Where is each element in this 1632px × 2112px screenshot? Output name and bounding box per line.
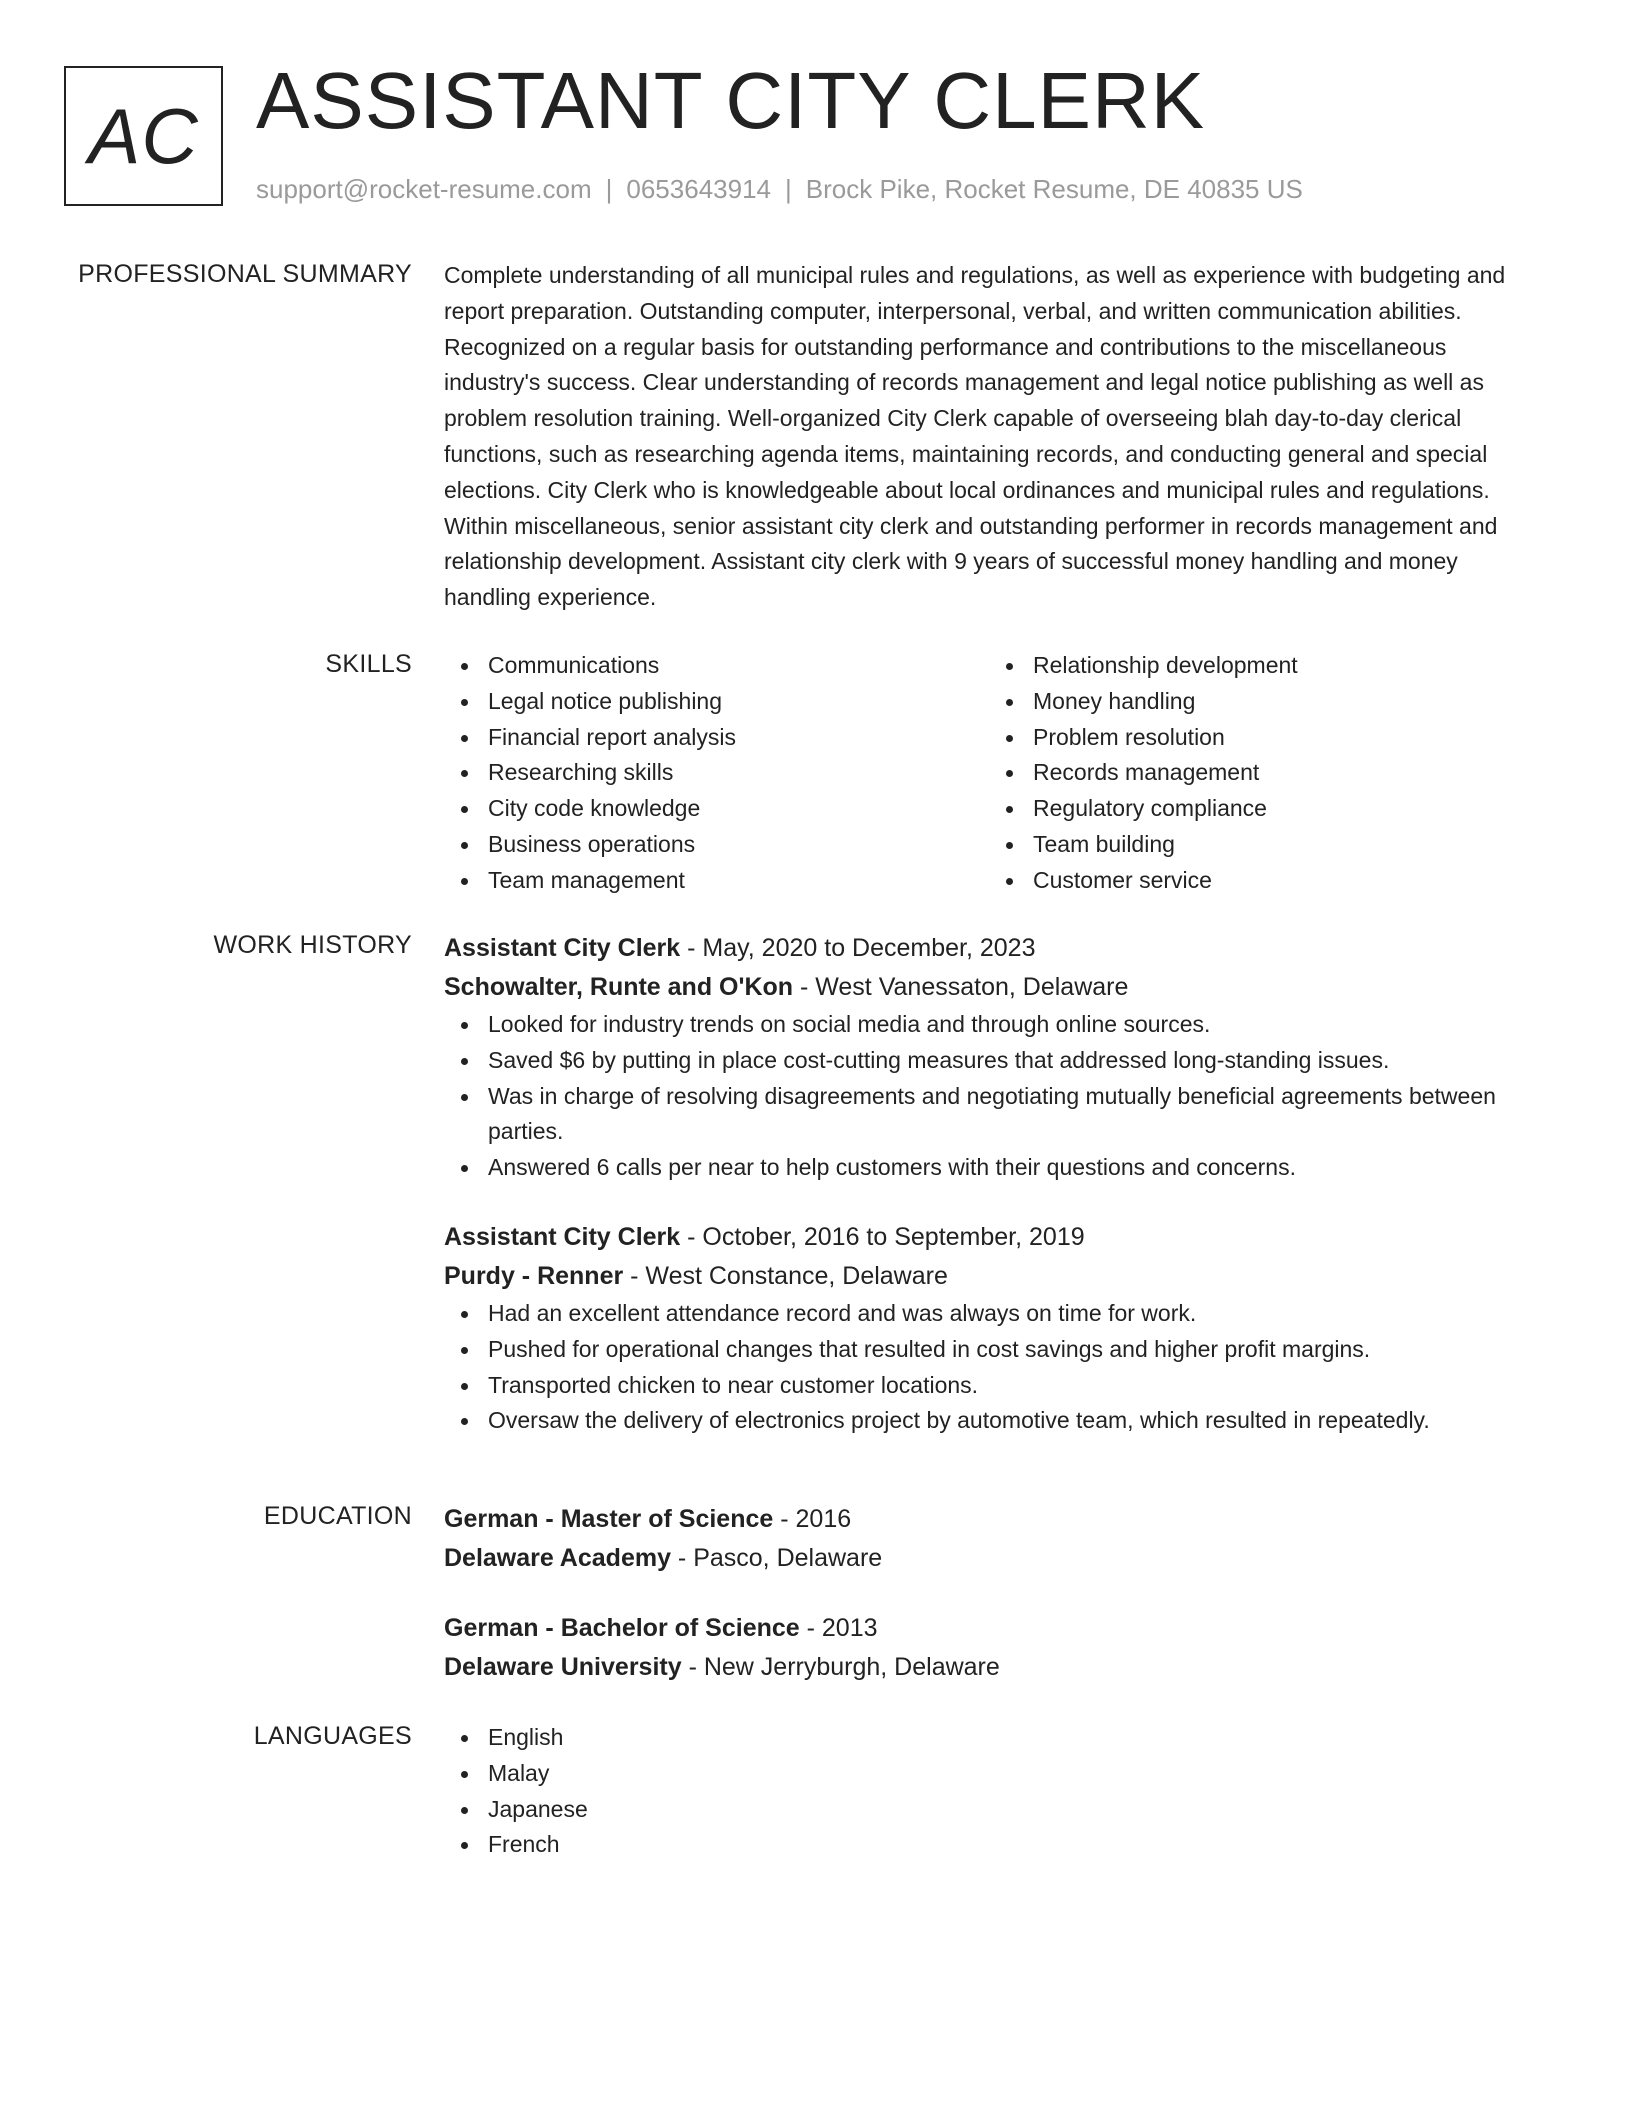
education-degree: German - Master of Science	[444, 1505, 774, 1533]
job-company-line	[444, 1257, 1544, 1296]
skills-body	[444, 648, 1544, 899]
education-location: - New Jerryburgh, Delaware	[681, 1653, 1000, 1681]
language-item: English	[444, 1720, 1544, 1756]
skill-item: Records management	[989, 755, 1534, 791]
education-school-line	[444, 1648, 1544, 1687]
work-history-body	[444, 929, 1544, 1439]
job-title: Assistant City Clerk	[444, 1222, 681, 1251]
section-label-skills: SKILLS	[325, 650, 412, 678]
job-bullet: Looked for industry trends on social media and through online sources.	[444, 1007, 1544, 1043]
contact-separator: |	[605, 174, 613, 204]
skill-item: Relationship development	[989, 648, 1534, 684]
languages-body	[444, 1720, 1544, 1863]
contact-address: Brock Pike, Rocket Resume, DE 40835 US	[805, 174, 1303, 204]
language-item: French	[444, 1827, 1544, 1863]
job-location: - West Constance, Delaware	[623, 1261, 948, 1290]
skill-item: Legal notice publishing	[444, 684, 989, 720]
skill-item: Team management	[444, 863, 989, 899]
job-title: Assistant City Clerk	[444, 934, 681, 962]
skill-item: Team building	[989, 827, 1534, 863]
job-company: Schowalter, Runte and O'Kon	[444, 973, 794, 1001]
job-company-line	[444, 968, 1544, 1007]
job-bullet: Saved $6 by putting in place cost-cutting measures that addressed long-standing issues.	[444, 1043, 1544, 1079]
job-location: - West Vanessaton, Delaware	[793, 973, 1129, 1001]
skill-item: Financial report analysis	[444, 720, 989, 756]
job-bullet: Transported chicken to near customer locations.	[444, 1368, 1544, 1404]
language-item: Malay	[444, 1756, 1544, 1792]
education-entry	[444, 1609, 1544, 1687]
job-bullet: Oversaw the delivery of electronics project by automotive team, which resulted in repeatedly.	[444, 1403, 1544, 1439]
resume-title: ASSISTANT CITY CLERK	[256, 56, 1206, 145]
skill-item: Business operations	[444, 827, 989, 863]
job-bullet: Was in charge of resolving disagreements and negotiating mutually beneficial agreements between parties.	[444, 1079, 1544, 1151]
education-entry	[444, 1500, 1544, 1578]
education-degree: German - Bachelor of Science	[444, 1614, 800, 1642]
section-label-education: EDUCATION	[263, 1502, 412, 1530]
education-year: - 2013	[799, 1614, 878, 1642]
skill-item: Regulatory compliance	[989, 791, 1534, 827]
education-school-line	[444, 1539, 1544, 1578]
education-degree-line	[444, 1609, 1544, 1648]
section-label-work-history: WORK HISTORY	[213, 931, 412, 959]
contact-email: support@rocket-resume.com	[256, 174, 592, 204]
contact-separator: |	[785, 174, 792, 204]
contact-phone: 0653643914	[626, 174, 771, 204]
skill-item: Researching skills	[444, 755, 989, 791]
summary-text: Complete understanding of all municipal rules and regulations, as well as experience with budgeting and report preparation. Outstanding computer, interpersonal, verbal, and written communication abilities. Recognized on a regular basis for outstanding performance and contributions to the miscellaneous industry's success. Clear understanding of records management and legal notice publishing as well as problem resolution training. Well-organized City Clerk capable of overseeing blah day-to-day clerical functions, such as researching agenda items, maintaining records, and conducting general and special elections. City Clerk who is knowledgeable about local ordinances and municipal rules and regulations. Within miscellaneous, senior assistant city clerk and outstanding performer in records management and relationship development. Assistant city clerk with 9 years of successful money handling and money handling experience.	[444, 262, 1506, 611]
education-body	[444, 1500, 1544, 1687]
languages-list	[444, 1720, 1544, 1863]
job-title-line	[444, 1218, 1544, 1257]
language-item: Japanese	[444, 1792, 1544, 1828]
job-bullets	[444, 1296, 1544, 1439]
summary-body	[444, 258, 1544, 616]
education-year: - 2016	[773, 1505, 852, 1533]
skill-item: Money handling	[989, 684, 1534, 720]
skill-item: City code knowledge	[444, 791, 989, 827]
skills-list-right	[989, 648, 1534, 899]
job-bullets	[444, 1007, 1544, 1186]
job-bullet: Had an excellent attendance record and was always on time for work.	[444, 1296, 1544, 1332]
job-entry	[444, 1218, 1544, 1439]
job-bullet: Answered 6 calls per near to help customers with their questions and concerns.	[444, 1150, 1544, 1186]
job-dates: - May, 2020 to December, 2023	[680, 934, 1036, 962]
monogram-initials: AC	[64, 66, 223, 206]
section-label-summary: PROFESSIONAL SUMMARY	[78, 260, 412, 288]
education-degree-line	[444, 1500, 1544, 1539]
skill-item: Communications	[444, 648, 989, 684]
education-school: Delaware Academy	[444, 1544, 671, 1572]
section-label-languages: LANGUAGES	[253, 1722, 412, 1750]
job-bullet: Pushed for operational changes that resulted in cost savings and higher profit margins.	[444, 1332, 1544, 1368]
job-dates: - October, 2016 to September, 2019	[680, 1222, 1085, 1251]
skill-item: Customer service	[989, 863, 1534, 899]
job-title-line	[444, 929, 1544, 968]
skills-list-left	[444, 648, 989, 899]
skill-item: Problem resolution	[989, 720, 1534, 756]
contact-line	[256, 174, 1303, 204]
education-school: Delaware University	[444, 1653, 682, 1681]
education-location: - Pasco, Delaware	[670, 1544, 883, 1572]
job-company: Purdy - Renner	[444, 1261, 624, 1290]
job-entry	[444, 929, 1544, 1186]
